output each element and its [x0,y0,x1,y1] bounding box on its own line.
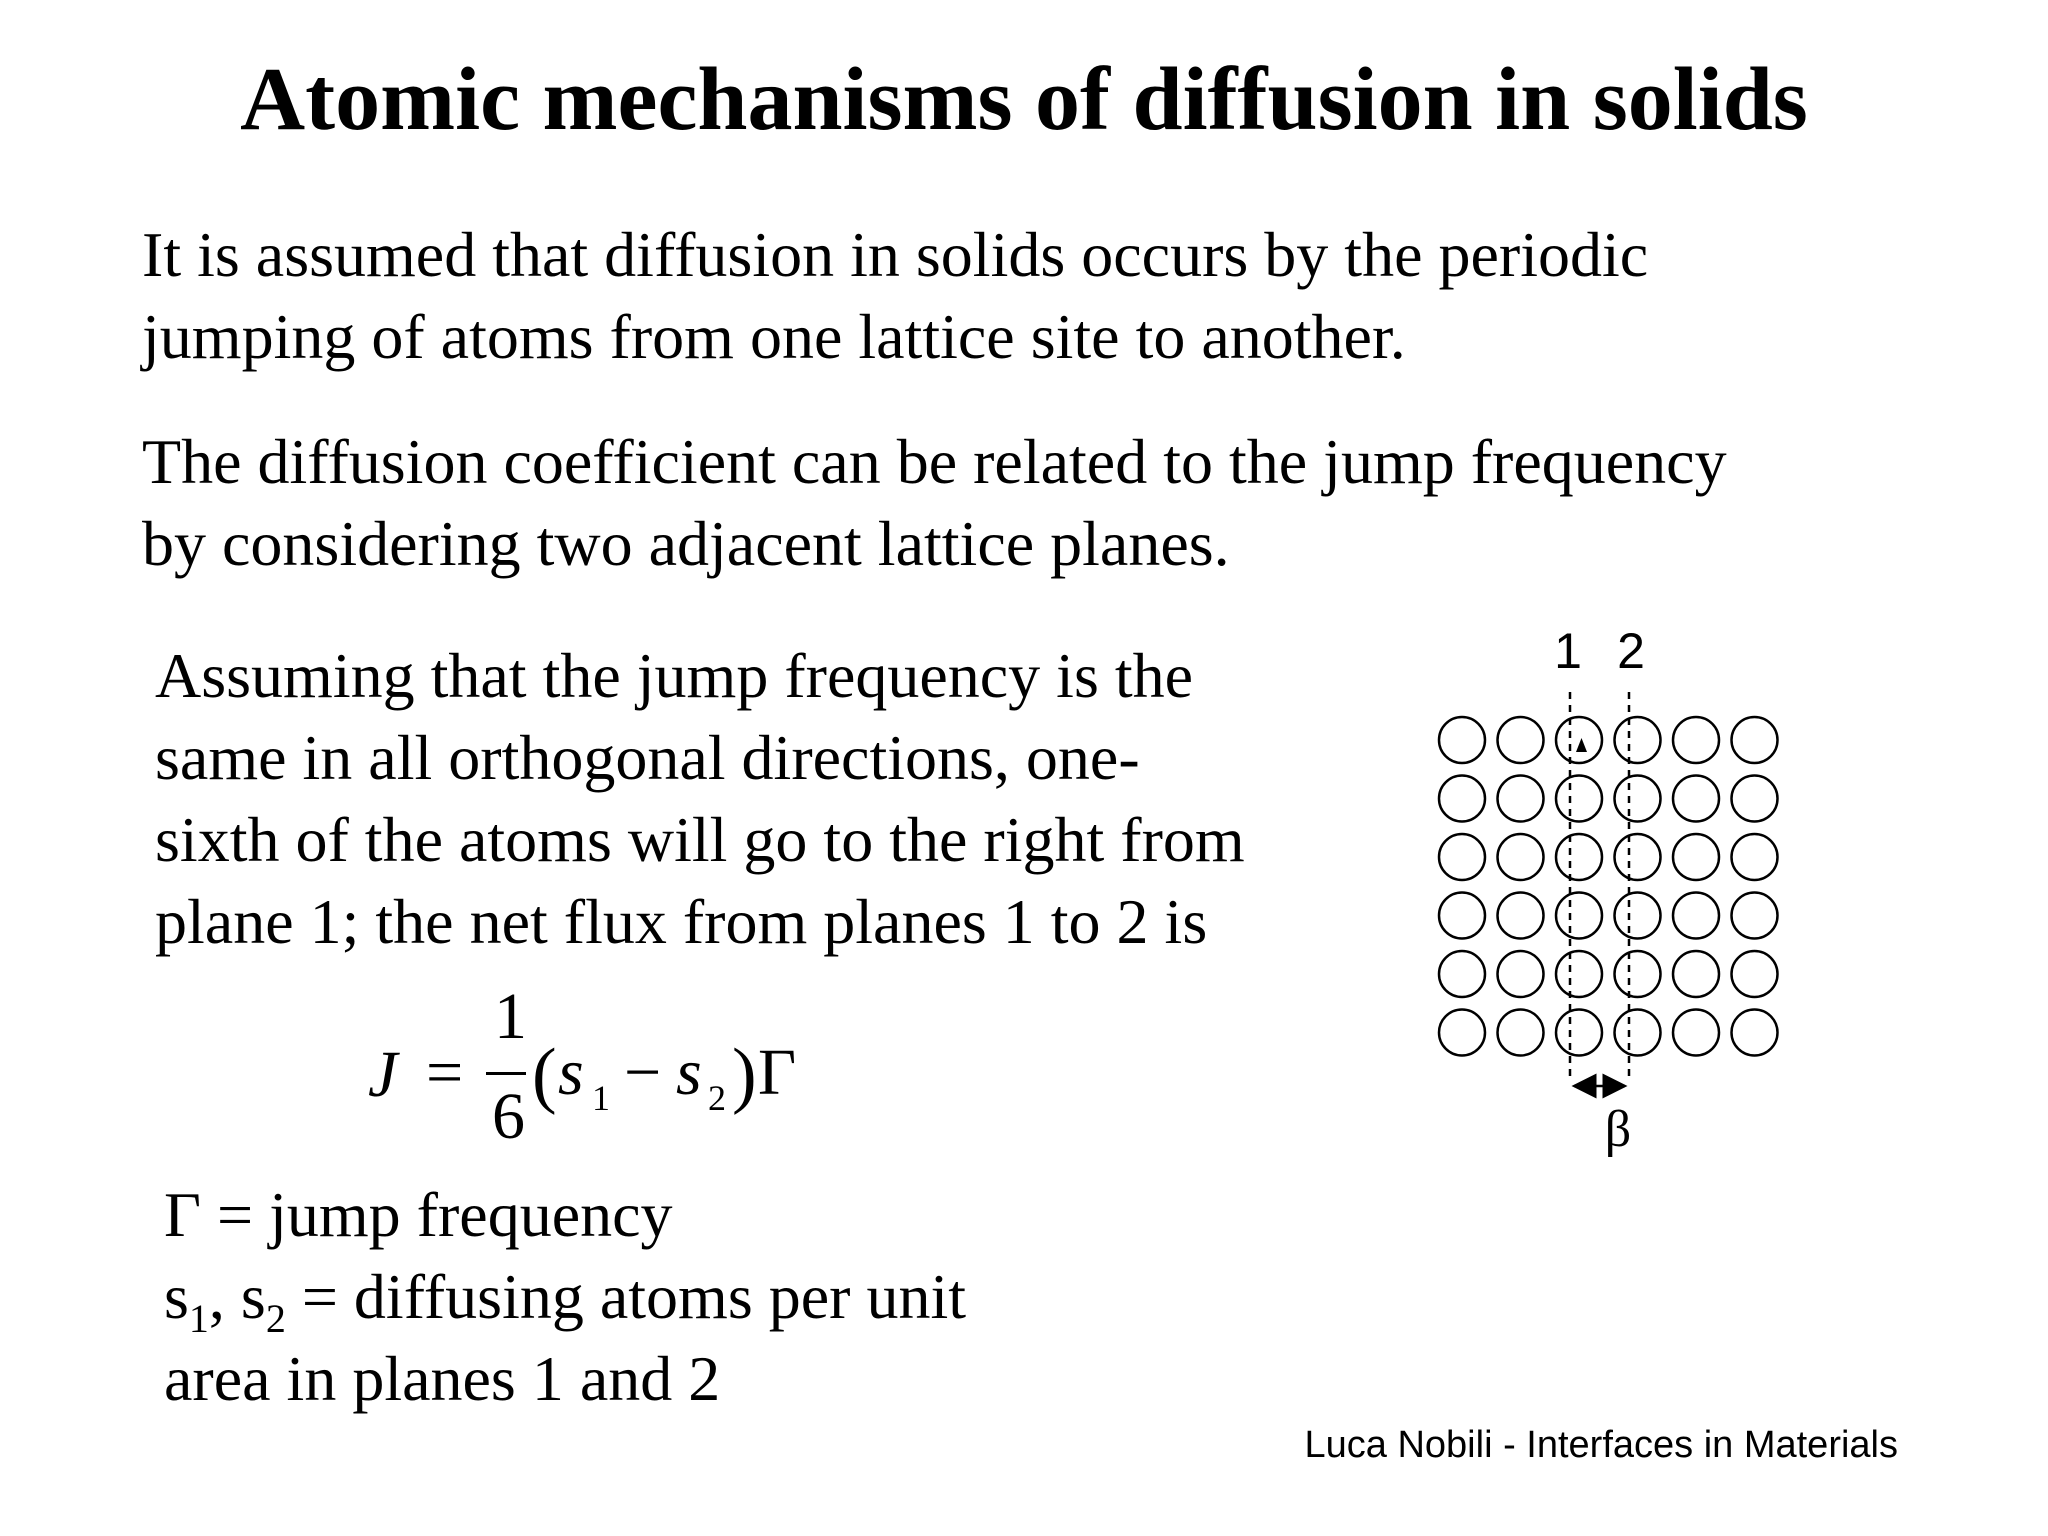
equation-gamma: Γ [758,1036,797,1109]
atom-circle [1732,717,1778,763]
flux-equation [368,980,828,1160]
atom-circle [1673,717,1719,763]
paragraph-line: plane 1; the net flux from planes 1 to 2 is [155,886,1208,957]
atom-circle [1556,776,1602,822]
equation-close-paren: ) [732,1034,757,1116]
plane-1-label: 1 [1554,623,1582,679]
atom-circle [1556,1010,1602,1056]
atom-circle [1673,1010,1719,1056]
footer-credit: Luca Nobili - Interfaces in Materials [1304,1424,1898,1466]
atom-circle [1732,776,1778,822]
fraction-bar [486,1072,526,1075]
equation-denominator: 6 [492,1080,525,1153]
atom-circle [1498,893,1544,939]
paragraph-line: by considering two adjacent lattice planes. [142,508,1230,579]
atom-circle [1615,834,1661,880]
atom-circle [1498,834,1544,880]
atom-circle [1615,717,1661,763]
atom-circle [1439,893,1485,939]
atom-circle [1556,893,1602,939]
equation-open-paren: ( [532,1034,557,1116]
paragraph-coefficient [142,421,1727,585]
atom-circle [1615,1010,1661,1056]
definition-gamma: Γ = jump frequency [164,1179,673,1250]
atom-circle [1673,776,1719,822]
atom-circle [1498,776,1544,822]
definitions [164,1174,966,1420]
plane-2-label: 2 [1617,623,1645,679]
atom-circle [1673,834,1719,880]
lattice-diagram [1430,620,1830,1180]
atom-circle [1556,717,1602,763]
atom-circle [1732,951,1778,997]
atom-circle [1439,951,1485,997]
paragraph-intro [142,214,1648,378]
atom-circle [1439,1010,1485,1056]
atom-circle [1732,834,1778,880]
equation-s2: s [676,1036,702,1109]
equation-lhs: J [368,1038,398,1111]
paragraph-assumption [155,635,1245,963]
equation-equals: = [426,1036,464,1109]
atom-circle [1439,717,1485,763]
equation-s1: s [558,1036,584,1109]
paragraph-line: jumping of atoms from one lattice site to another. [142,301,1406,372]
paragraph-line: It is assumed that diffusion in solids occurs by the periodic [142,219,1649,290]
paragraph-line: sixth of the atoms will go to the right from [155,804,1245,875]
atom-circle [1556,951,1602,997]
paragraph-line: The diffusion coefficient can be related to the jump frequency [142,426,1727,497]
equation-numerator: 1 [494,980,527,1053]
atom-circle [1439,776,1485,822]
atom-circle [1498,1010,1544,1056]
atom-circle [1498,717,1544,763]
atom-circle [1673,893,1719,939]
slide-title: Atomic mechanisms of diffusion in solids [240,50,1808,149]
atom-circle [1615,951,1661,997]
paragraph-line: same in all orthogonal directions, one- [155,722,1140,793]
spacing-label: β [1604,1101,1632,1158]
paragraph-line: Assuming that the jump frequency is the [155,640,1194,711]
atom-grid [1439,717,1778,1056]
atom-circle [1498,951,1544,997]
atom-circle [1732,893,1778,939]
equation-minus: − [624,1036,662,1109]
atom-circle [1439,834,1485,880]
definition-s: $s_1$, $s_2$ = diffusing atoms per unit [164,1261,966,1341]
equation-sub2: 2 [708,1078,726,1118]
atom-circle [1732,1010,1778,1056]
atom-circle [1615,776,1661,822]
atom-circle [1556,834,1602,880]
equation-sub1: 1 [592,1078,610,1118]
atom-circle [1615,893,1661,939]
definition-area: area in planes 1 and 2 [164,1343,721,1414]
jump-direction-icon [1576,738,1587,752]
atom-circle [1673,951,1719,997]
